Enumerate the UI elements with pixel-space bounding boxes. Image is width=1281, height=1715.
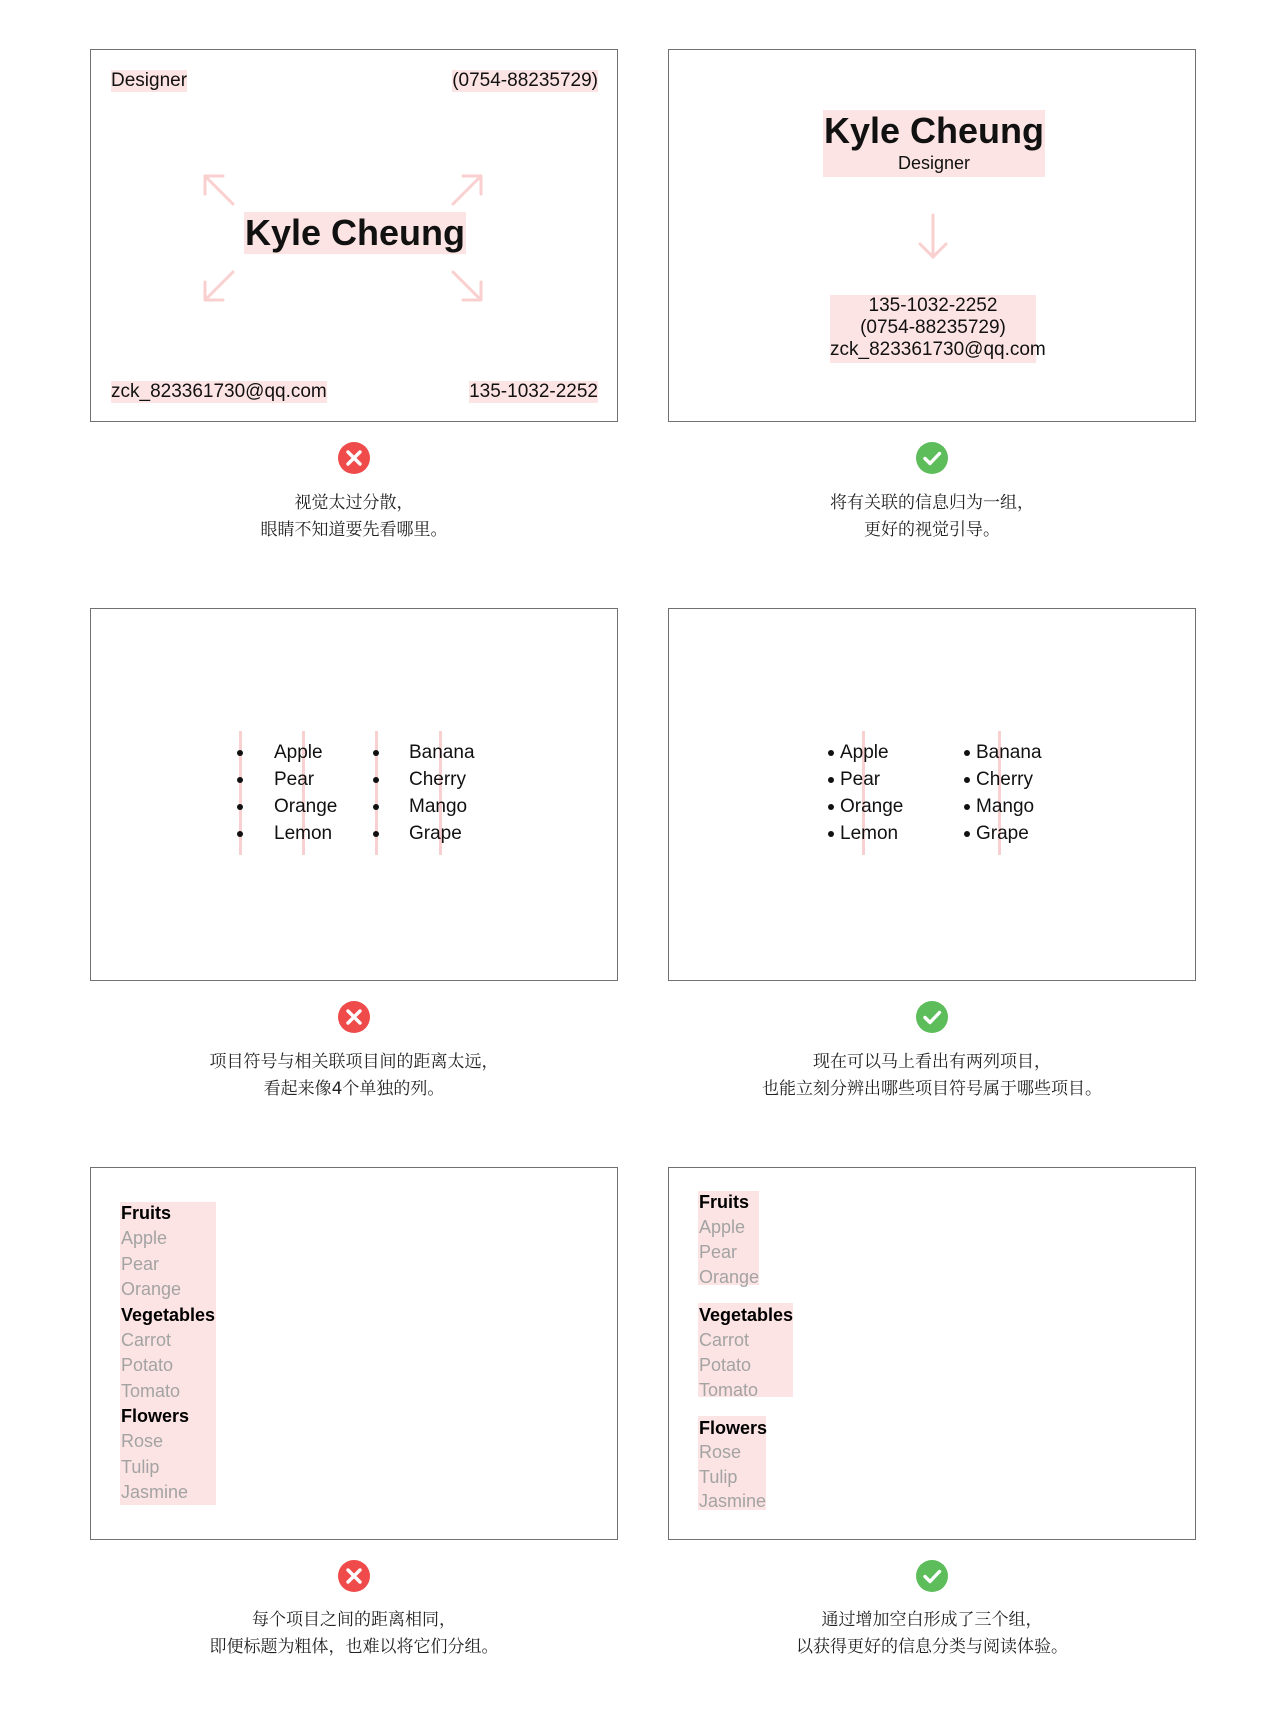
bullet-dot <box>964 750 970 756</box>
caption-line: 每个项目之间的距离相同， <box>252 1610 456 1630</box>
group-item: Jasmine <box>121 1482 189 1502</box>
group-heading: Fruits <box>121 1203 172 1223</box>
group-item: Potato <box>121 1355 174 1375</box>
card-mobile-text: 135-1032-2252 <box>868 295 998 316</box>
caption-line: 视觉太过分散， <box>294 493 414 513</box>
cross-icon <box>337 441 371 475</box>
groups-panel-even <box>90 1167 618 1540</box>
card-landline-text: (0754-88235729) <box>452 70 598 91</box>
list-item: Mango <box>409 796 468 817</box>
group-item: Tulip <box>699 1467 738 1487</box>
caption-row2-bad <box>54 1049 654 1103</box>
group-item: Orange <box>699 1267 760 1287</box>
group-item: Apple <box>699 1217 746 1237</box>
expand-arrows-icon <box>201 170 501 310</box>
bullet-dot <box>237 777 243 783</box>
card-name-text: Kyle Cheung <box>823 110 1045 151</box>
group-heading: Vegetables <box>121 1305 216 1325</box>
list-item: Banana <box>976 742 1042 763</box>
bullet-dot <box>373 831 379 837</box>
list-item: Orange <box>840 796 904 817</box>
list-panel-close <box>668 608 1196 981</box>
group-item: Rose <box>699 1442 742 1462</box>
caption-line: 眼睛不知道要先看哪里。 <box>260 520 448 540</box>
arrow-down-icon <box>915 213 951 261</box>
bullet-dot <box>828 804 834 810</box>
group-item: Tomato <box>699 1380 759 1400</box>
group-heading: Flowers <box>121 1406 190 1426</box>
list-item: Cherry <box>409 769 467 790</box>
group-item: Tulip <box>121 1457 160 1477</box>
card-title-text: Designer <box>897 153 971 173</box>
caption-line: 也能立刻分辨出哪些项目符号属于哪些项目。 <box>762 1079 1102 1099</box>
caption-line: 现在可以马上看出有两列项目， <box>813 1052 1051 1072</box>
group-item: Pear <box>699 1242 738 1262</box>
card-contact-group <box>830 295 1046 363</box>
card-name-group <box>823 110 1045 177</box>
bullet-dot <box>237 804 243 810</box>
card-title-text: Designer <box>111 70 188 91</box>
group-item: Tomato <box>121 1381 181 1401</box>
bullet-dot <box>828 750 834 756</box>
list-item: Mango <box>976 796 1035 817</box>
caption-line: 将有关联的信息归为一组， <box>830 493 1034 513</box>
list-panel-far <box>90 608 618 981</box>
bullet-dot <box>964 777 970 783</box>
card-panel-scattered <box>90 49 618 422</box>
card-email-text: zck_823361730@qq.com <box>111 381 327 402</box>
caption-line: 项目符号与相关联项目间的距离太远， <box>209 1052 499 1072</box>
bullet-dot <box>964 804 970 810</box>
groups-panel-spaced <box>668 1167 1196 1540</box>
list-item: Cherry <box>976 769 1034 790</box>
caption-line: 更好的视觉引导。 <box>864 520 1000 540</box>
caption-row1-good <box>632 490 1232 544</box>
caption-row3-bad <box>54 1607 654 1661</box>
group-item: Carrot <box>699 1330 750 1350</box>
group-item: Rose <box>121 1431 164 1451</box>
cross-icon <box>337 1559 371 1593</box>
list-item: Orange <box>274 796 338 817</box>
group-item: Jasmine <box>699 1491 767 1511</box>
list-item: Lemon <box>840 823 899 844</box>
card-email-text: zck_823361730@qq.com <box>830 339 1046 360</box>
bullet-dot <box>237 750 243 756</box>
caption-row1-bad <box>54 490 654 544</box>
bullet-dot <box>828 831 834 837</box>
list-item: Grape <box>976 823 1029 844</box>
caption-line: 看起来像4个单独的列。 <box>263 1079 445 1099</box>
check-icon <box>915 1000 949 1034</box>
group-heading: Fruits <box>699 1192 750 1212</box>
group-item: Potato <box>699 1355 752 1375</box>
list-item: Apple <box>274 742 323 763</box>
bullet-dot <box>373 804 379 810</box>
group-item: Carrot <box>121 1330 172 1350</box>
group-heading: Vegetables <box>699 1305 794 1325</box>
caption-row2-good <box>632 1049 1232 1103</box>
card-panel-grouped <box>668 49 1196 422</box>
list-item: Pear <box>840 769 881 790</box>
group-item: Apple <box>121 1228 168 1248</box>
list-item: Pear <box>274 769 315 790</box>
bullet-dot <box>373 777 379 783</box>
bullet-dot <box>373 750 379 756</box>
list-item: Grape <box>409 823 462 844</box>
bullet-dot <box>237 831 243 837</box>
caption-line: 以获得更好的信息分类与阅读体验。 <box>796 1637 1068 1657</box>
check-icon <box>915 441 949 475</box>
group-heading: Flowers <box>699 1418 768 1438</box>
list-item: Apple <box>840 742 889 763</box>
cross-icon <box>337 1000 371 1034</box>
list-item: Banana <box>409 742 475 763</box>
group-item: Orange <box>121 1279 182 1299</box>
caption-row3-good <box>632 1607 1232 1661</box>
caption-line: 通过增加空白形成了三个组， <box>821 1610 1043 1630</box>
card-name-text: Kyle Cheung <box>245 212 466 253</box>
card-landline-text: (0754-88235729) <box>860 317 1006 338</box>
card-mobile-text: 135-1032-2252 <box>469 381 598 402</box>
group-item: Pear <box>121 1254 160 1274</box>
list-item: Lemon <box>274 823 333 844</box>
caption-line: 即便标题为粗体，也难以将它们分组。 <box>209 1637 499 1657</box>
bullet-dot <box>828 777 834 783</box>
bullet-dot <box>964 831 970 837</box>
check-icon <box>915 1559 949 1593</box>
